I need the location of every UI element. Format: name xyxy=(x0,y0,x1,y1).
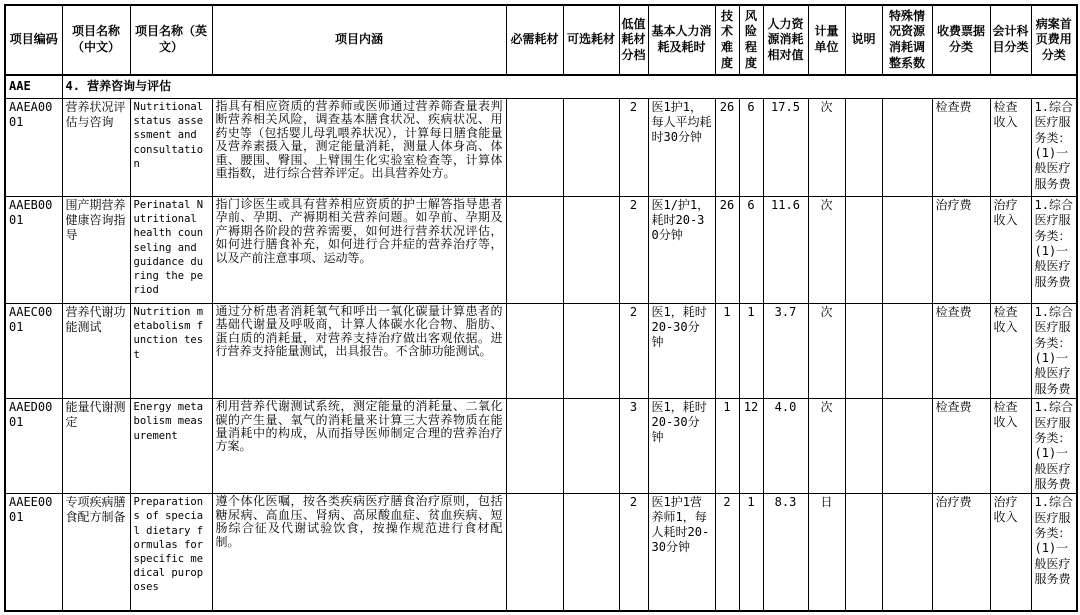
cell-special-adjustment xyxy=(882,304,932,399)
cell-unit: 日 xyxy=(808,494,845,612)
cell-accounting-category: 检查收入 xyxy=(990,99,1031,197)
cell-name-cn: 能量代谢测定 xyxy=(62,399,130,494)
cell-note xyxy=(845,99,882,197)
cell-optional-consumables xyxy=(563,197,619,304)
cell-required-consumables xyxy=(506,99,563,197)
cell-hr-relative-value: 8.3 xyxy=(763,494,808,612)
cell-project-code: AAEE0001 xyxy=(5,494,62,612)
cell-risk-level: 6 xyxy=(739,99,763,197)
cell-required-consumables xyxy=(506,197,563,304)
table-row xyxy=(5,304,1077,399)
cell-content: 通过分析患者消耗氧气和呼出一氧化碳量计算患者的基础代谢量及呼吸商，计算人体碳水化合物、脂肪、蛋白质的消耗量，对营养支持治疗做出客观依据。进行营养支持能量测试，出具报告。不含肺功能测试。 xyxy=(212,304,506,399)
cell-name-cn: 营养代谢功能测试 xyxy=(62,304,130,399)
cell-hr-relative-value: 11.6 xyxy=(763,197,808,304)
cell-name-cn: 营养状况评估与咨询 xyxy=(62,99,130,197)
cell-name-en: Nutrition metabolism function test xyxy=(130,304,212,399)
cell-tech-difficulty: 26 xyxy=(715,99,739,197)
cell-record-cost-category: 1.综合医疗服务类：(1)一般医疗服务费 xyxy=(1031,399,1077,494)
cell-note xyxy=(845,494,882,612)
cell-low-value-tier: 2 xyxy=(619,197,648,304)
cell-optional-consumables xyxy=(563,399,619,494)
cell-risk-level: 1 xyxy=(739,494,763,612)
cell-manpower-time: 医1护1，每人平均耗时30分钟 xyxy=(648,99,715,197)
cell-record-cost-category: 1.综合医疗服务类：(1)一般医疗服务费 xyxy=(1031,99,1077,197)
cell-special-adjustment xyxy=(882,494,932,612)
column-header-project-code: 项目编码 xyxy=(5,5,62,75)
cell-receipt-category: 检查费 xyxy=(932,399,990,494)
column-header-manpower-time: 基本人力消耗及耗时 xyxy=(648,5,715,75)
cell-low-value-tier: 2 xyxy=(619,494,648,612)
cell-note xyxy=(845,399,882,494)
cell-tech-difficulty: 1 xyxy=(715,399,739,494)
table-row xyxy=(5,99,1077,197)
cell-manpower-time: 医1护1营养师1，每人耗时20-30分钟 xyxy=(648,494,715,612)
cell-special-adjustment xyxy=(882,399,932,494)
cell-required-consumables xyxy=(506,304,563,399)
column-header-required-consumables: 必需耗材 xyxy=(506,5,563,75)
column-header-content: 项目内涵 xyxy=(212,5,506,75)
cell-low-value-tier: 3 xyxy=(619,399,648,494)
section-title: 4. 营养咨询与评估 xyxy=(62,75,1077,99)
column-header-unit: 计量单位 xyxy=(808,5,845,75)
cell-hr-relative-value: 4.0 xyxy=(763,399,808,494)
cell-name-cn: 围产期营养健康咨询指导 xyxy=(62,197,130,304)
cell-risk-level: 6 xyxy=(739,197,763,304)
cell-risk-level: 1 xyxy=(739,304,763,399)
cell-project-code: AAEB0001 xyxy=(5,197,62,304)
cell-required-consumables xyxy=(506,399,563,494)
cell-unit: 次 xyxy=(808,99,845,197)
cell-name-en: Preparations of special dietary formulas for specific medical puroposes xyxy=(130,494,212,612)
cell-content: 利用营养代谢测试系统，测定能量的消耗量、二氧化碳的产生量、氧气的消耗量来计算三大营养物质在能量消耗中的构成，从而指导医师制定合理的营养治疗方案。 xyxy=(212,399,506,494)
column-header-hr-relative-value: 人力资源消耗相对值 xyxy=(763,5,808,75)
cell-note xyxy=(845,304,882,399)
cell-note xyxy=(845,197,882,304)
cell-hr-relative-value: 3.7 xyxy=(763,304,808,399)
cell-record-cost-category: 1.综合医疗服务类：(1)一般医疗服务费 xyxy=(1031,494,1077,612)
cell-unit: 次 xyxy=(808,304,845,399)
cell-optional-consumables xyxy=(563,99,619,197)
cell-record-cost-category: 1.综合医疗服务类：(1)一般医疗服务费 xyxy=(1031,304,1077,399)
cell-name-en: Perinatal Nutritional health counseling and guidance during the period xyxy=(130,197,212,304)
cell-name-en: Energy metabolism measurement xyxy=(130,399,212,494)
cell-optional-consumables xyxy=(563,304,619,399)
column-header-tech-difficulty: 技术难度 xyxy=(715,5,739,75)
cell-manpower-time: 医1，耗时20-30分钟 xyxy=(648,399,715,494)
header-row xyxy=(5,5,1077,75)
column-header-low-value-tier: 低值耗材分档 xyxy=(619,5,648,75)
cell-tech-difficulty: 26 xyxy=(715,197,739,304)
cell-record-cost-category: 1.综合医疗服务类：(1)一般医疗服务费 xyxy=(1031,197,1077,304)
cell-low-value-tier: 2 xyxy=(619,304,648,399)
cell-receipt-category: 治疗费 xyxy=(932,494,990,612)
cell-accounting-category: 检查收入 xyxy=(990,399,1031,494)
section-row xyxy=(5,75,1077,99)
cell-low-value-tier: 2 xyxy=(619,99,648,197)
column-header-name-cn: 项目名称（中文） xyxy=(62,5,130,75)
cell-receipt-category: 检查费 xyxy=(932,99,990,197)
cell-tech-difficulty: 1 xyxy=(715,304,739,399)
cell-unit: 次 xyxy=(808,399,845,494)
cell-project-code: AAEA0001 xyxy=(5,99,62,197)
cell-unit: 次 xyxy=(808,197,845,304)
cell-risk-level: 12 xyxy=(739,399,763,494)
table-body xyxy=(5,99,1077,612)
cell-special-adjustment xyxy=(882,197,932,304)
cell-manpower-time: 医1/护1，耗时20-30分钟 xyxy=(648,197,715,304)
table-row xyxy=(5,399,1077,494)
cell-project-code: AAEC0001 xyxy=(5,304,62,399)
column-header-record-cost-category: 病案首页费用分类 xyxy=(1031,5,1077,75)
column-header-optional-consumables: 可选耗材 xyxy=(563,5,619,75)
column-header-accounting-category: 会计科目分类 xyxy=(990,5,1031,75)
cell-name-en: Nutritional status assessment and consultation xyxy=(130,99,212,197)
cell-optional-consumables xyxy=(563,494,619,612)
table-row xyxy=(5,197,1077,304)
cell-required-consumables xyxy=(506,494,563,612)
cell-name-cn: 专项疾病膳食配方制备 xyxy=(62,494,130,612)
cell-content: 遵个体化医嘱，按各类疾病医疗膳食治疗原则，包括糖尿病、高血压、肾病、高尿酸血症、贫血疾病、短肠综合征及代谢试验饮食，按操作规范进行食材配制。 xyxy=(212,494,506,612)
cell-accounting-category: 检查收入 xyxy=(990,304,1031,399)
column-header-name-en: 项目名称（英文） xyxy=(130,5,212,75)
cell-project-code: AAED0001 xyxy=(5,399,62,494)
cell-receipt-category: 检查费 xyxy=(932,304,990,399)
column-header-risk-level: 风险程度 xyxy=(739,5,763,75)
column-header-note: 说明 xyxy=(845,5,882,75)
cell-accounting-category: 治疗收入 xyxy=(990,494,1031,612)
column-header-special-adjustment: 特殊情况资源消耗调整系数 xyxy=(882,5,932,75)
medical-service-items-table xyxy=(4,4,1078,612)
cell-tech-difficulty: 2 xyxy=(715,494,739,612)
cell-special-adjustment xyxy=(882,99,932,197)
cell-hr-relative-value: 17.5 xyxy=(763,99,808,197)
table-row xyxy=(5,494,1077,612)
cell-accounting-category: 治疗收入 xyxy=(990,197,1031,304)
section-body xyxy=(5,75,1077,99)
table-header xyxy=(5,5,1077,75)
cell-content: 指门诊医生或具有营养相应资质的护士解答指导患者孕前、孕期、产褥期相关营养问题。如孕前、孕期及产褥期各阶段的营养需要，如何进行营养状况评估，如何进行膳食补充，如何进行合并症的营养治疗等，以及产前注意事项、运动等。 xyxy=(212,197,506,304)
cell-manpower-time: 医1，耗时20-30分钟 xyxy=(648,304,715,399)
cell-content: 指具有相应资质的营养师或医师通过营养筛查量表判断营养相关风险，调查基本膳食状况、疾病状况、用药史等（包括婴儿母乳喂养状况），计算每日膳食能量及营养素摄入量，测定能量消耗，测量人体身高、体重、腰围、臀围、上臂围生化实验室检查等，计算体重指数，进行综合营养评定。出具营养处方。 xyxy=(212,99,506,197)
cell-receipt-category: 治疗费 xyxy=(932,197,990,304)
column-header-receipt-category: 收费票据分类 xyxy=(932,5,990,75)
section-code: AAE xyxy=(5,75,62,99)
